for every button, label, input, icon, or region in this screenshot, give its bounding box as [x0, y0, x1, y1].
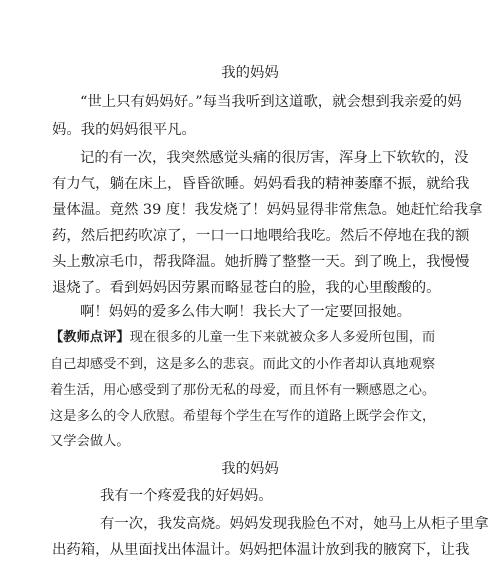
paragraph-line: 有力气，躺在床上，昏昏欲睡。妈妈看我的精神萎靡不振，就给我: [52, 176, 470, 192]
paragraph-line: 妈。我的妈妈很平凡。: [52, 122, 196, 138]
teacher-comment-line: [50, 328, 500, 348]
teacher-comment-line: 这是多么的令人欣慰。希望每个学生在写作的道路上既学会作文，: [50, 409, 436, 424]
essay-title: 我的妈妈: [221, 65, 279, 81]
paragraph-line: “世上只有妈妈好。”每当我听到这道歌，就会想到我亲爱的妈: [80, 94, 462, 110]
paragraph-line: 退烧了。看到妈妈因劳累而略显苍白的脸，我的心里酸酸的。: [52, 280, 441, 296]
paragraph-line: 啊！妈妈的爱多么伟大啊！我长大了一定要回报她。: [80, 304, 411, 320]
teacher-comment-line: 着生活，用心感受到了那份无私的母爱，而且怀有一颗感恩之心。: [50, 383, 436, 398]
paragraph-line: 有一次，我发高烧。妈妈发现我脸色不对，她马上从柜子里拿: [100, 516, 489, 532]
paragraph-line: 头上敷凉毛巾，帮我降温。她折腾了整整一天。到了晚上，我慢慢: [52, 254, 470, 270]
paragraph-line: 量体温。竟然 39 度！我发烧了！妈妈显得非常焦急。她赶忙给我拿: [52, 202, 483, 218]
teacher-comment-line: 自己却感受不到，这是多么的悲哀。而此文的小作者却认真地观察: [50, 357, 436, 372]
paragraph-line: 记的有一次，我突然感觉头痛的很厉害，浑身上下软软的，没: [80, 150, 469, 166]
teacher-comment-line: 又学会做人。: [50, 434, 130, 449]
paragraph-line: 药，然后把药吹凉了，一口一口地喂给我吃。然后不停地在我的额: [52, 228, 470, 244]
essay-title: 我的妈妈: [221, 461, 279, 477]
teacher-comment-text: 现在很多的儿童一生下来就被众多人多爱所包围，而: [129, 330, 436, 345]
paragraph-line: 出药箱，从里面找出体温计。妈妈把体温计放到我的腋窝下，让我: [52, 542, 470, 558]
teacher-comment-tag: 【教师点评】: [50, 330, 130, 345]
paragraph-line: 我有一个疼爱我的好妈妈。: [100, 488, 273, 504]
